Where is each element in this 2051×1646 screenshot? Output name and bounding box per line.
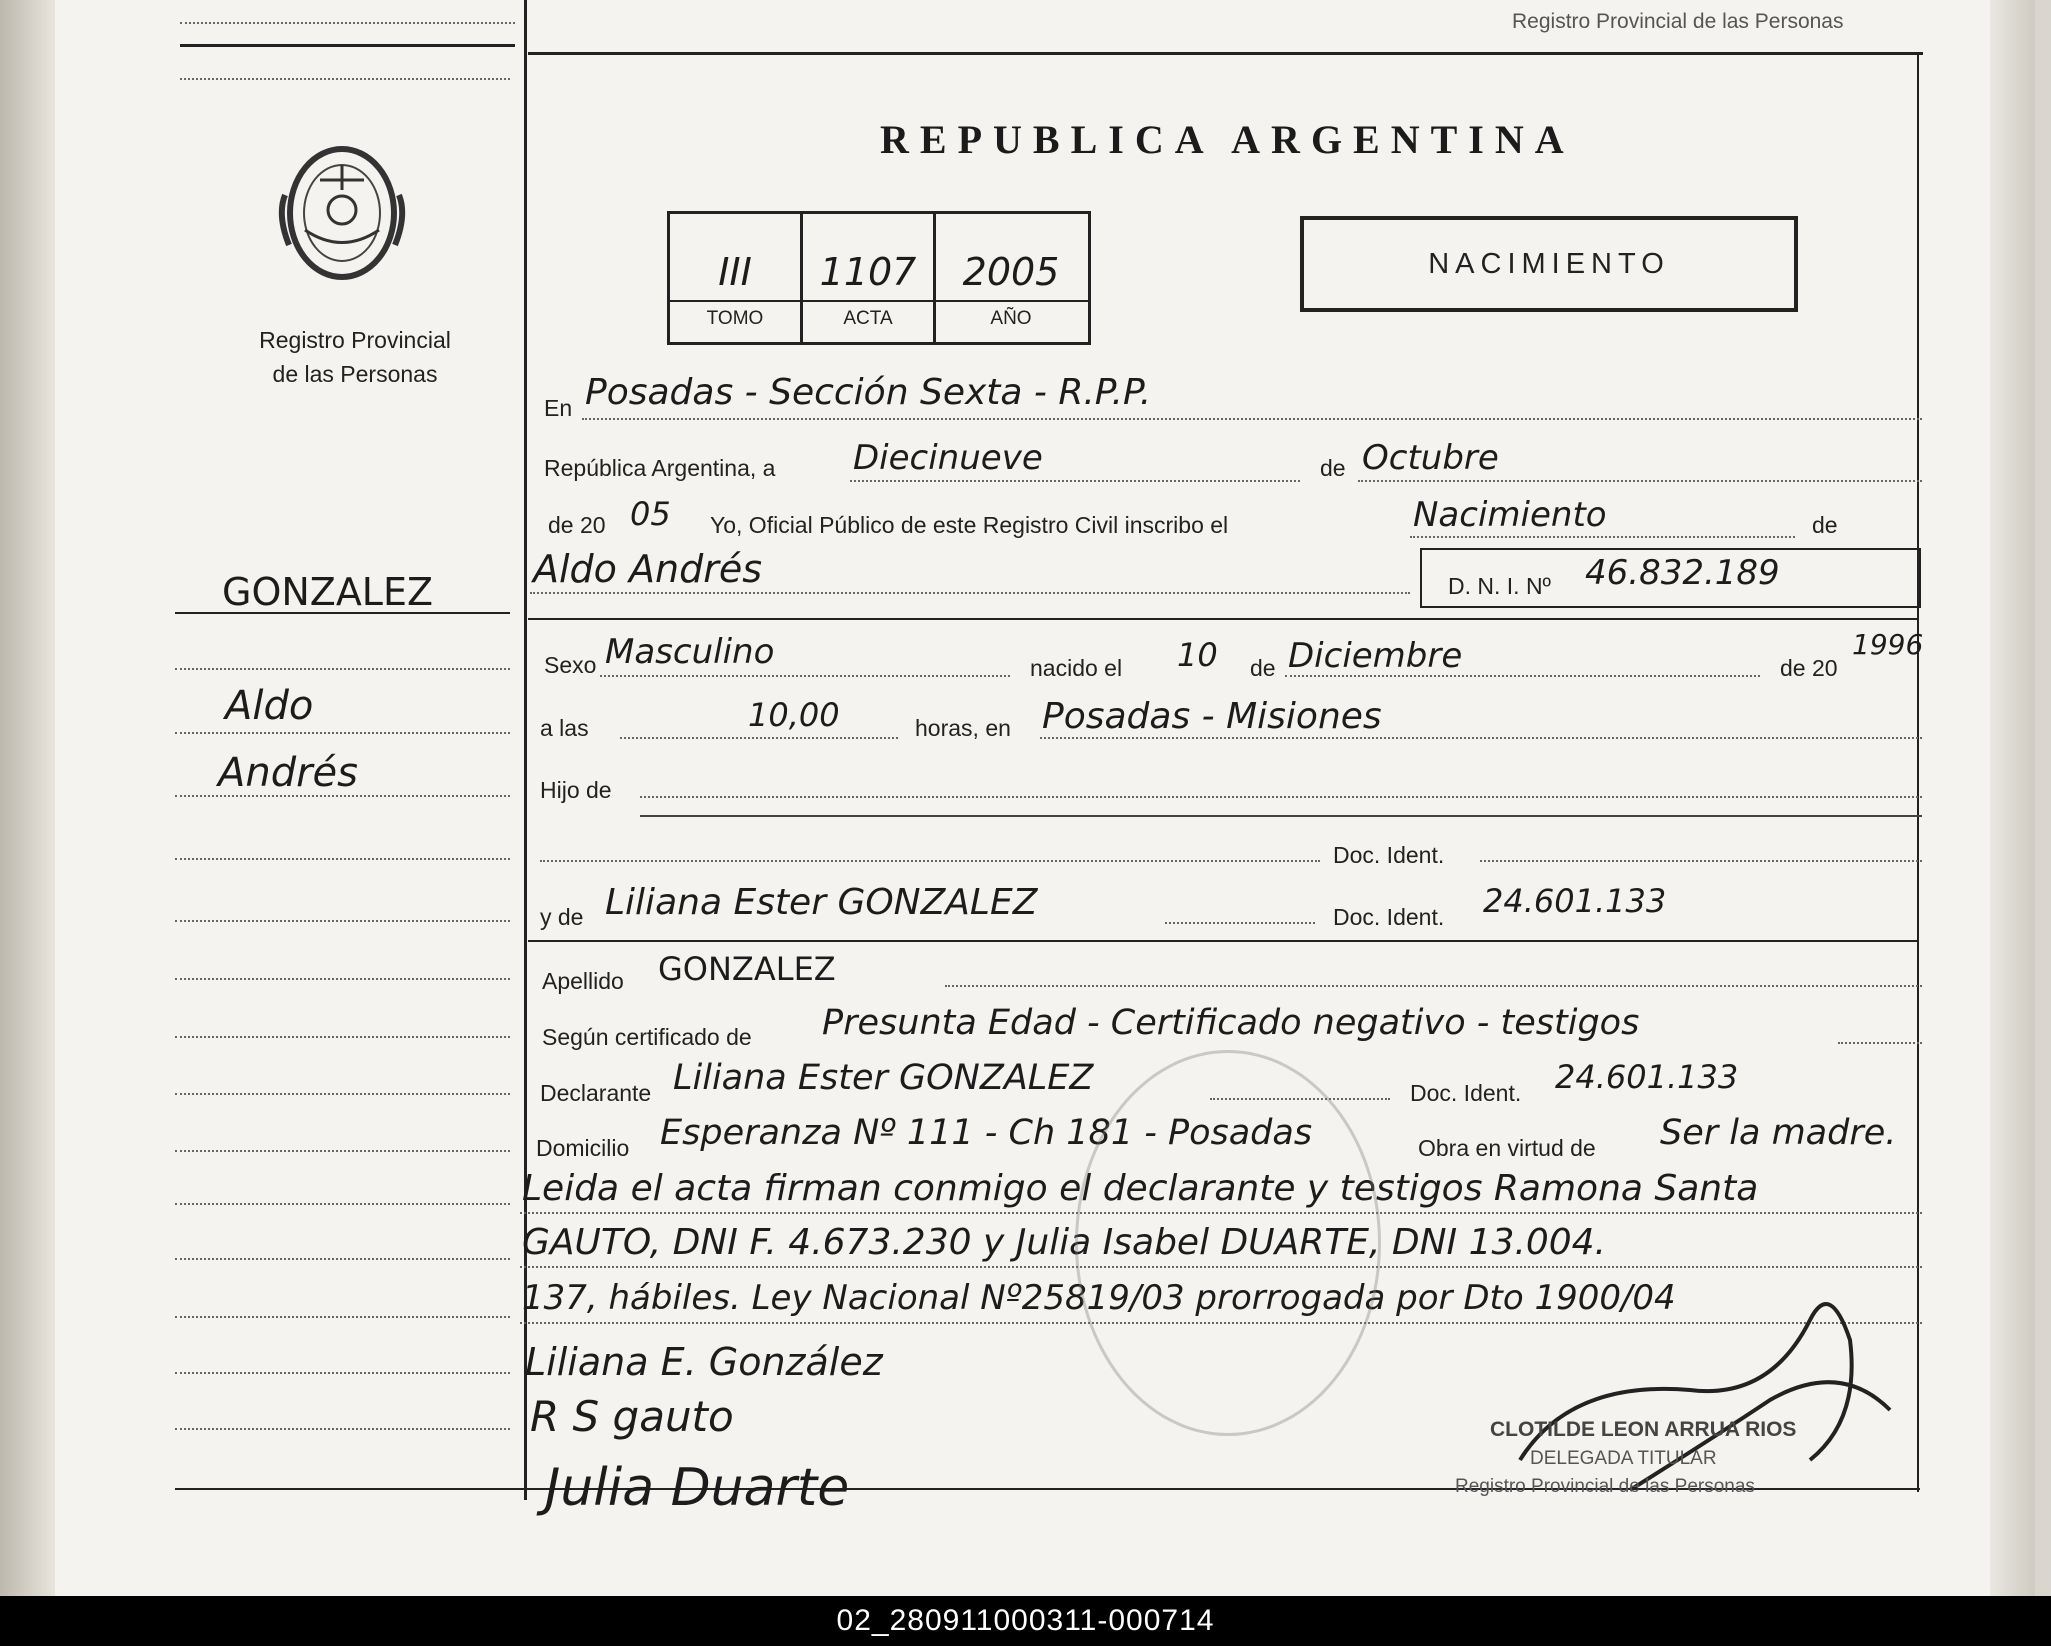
- nacido-mes-line: [1285, 675, 1760, 677]
- inscribo-line: [1410, 536, 1795, 538]
- obra-label: Obra en virtud de: [1418, 1135, 1596, 1161]
- margin-name-1: Aldo: [225, 683, 314, 729]
- segun-label: Según certificado de: [542, 1024, 752, 1050]
- mes-line: [1358, 480, 1922, 482]
- alas-label: a las: [540, 715, 589, 741]
- tomo-label: TOMO: [706, 308, 764, 329]
- nacido-mes: Diciembre: [1288, 636, 1463, 676]
- dni-value: 46.832.189: [1585, 553, 1780, 593]
- hijo-rule: [640, 815, 1922, 817]
- form-right-border: [1917, 52, 1919, 1492]
- margin-line: [175, 858, 510, 860]
- docident-label-2: Doc. Ident.: [1333, 904, 1445, 930]
- nacido-label: nacido el: [1030, 655, 1123, 681]
- official-name: CLOTILDE LEON ARRUA RIOS: [1490, 1418, 1797, 1441]
- margin-line: [175, 668, 510, 670]
- record-box-label-rule: [667, 300, 1088, 302]
- yo-text: Yo, Oficial Público de este Registro Civil inscribo el: [710, 512, 1229, 538]
- official-signature-icon: [1510, 1260, 1910, 1510]
- apellido-line: [945, 985, 1922, 987]
- margin-line: [175, 1372, 510, 1374]
- official-org: Registro Provincial de las Personas: [1455, 1476, 1755, 1497]
- book-spine: [0, 0, 60, 1596]
- apellido-value: GONZALEZ: [658, 950, 836, 988]
- margin-line: [175, 1150, 510, 1152]
- margin-line: [175, 1258, 510, 1260]
- de-label-3: de: [1250, 655, 1276, 681]
- segun-line: [1838, 1042, 1922, 1044]
- margin-line: [175, 1203, 510, 1205]
- madre-value: Liliana Ester GONZALEZ: [605, 882, 1038, 923]
- signature-2: R S gauto: [530, 1392, 734, 1441]
- margin-surname: GONZALEZ: [222, 570, 434, 614]
- lugar-value: Posadas - Misiones: [1042, 696, 1382, 737]
- anio-value-text: 05: [630, 495, 671, 533]
- de-label-2: de: [1812, 512, 1838, 538]
- image-caption: 02_280911000311-000714: [0, 1596, 2051, 1646]
- margin-name-2: Andrés: [218, 750, 358, 796]
- anio-value: 2005: [962, 250, 1060, 294]
- obra-value: Ser la madre.: [1660, 1113, 1897, 1153]
- margin-line: [175, 732, 510, 734]
- acta-label: ACTA: [843, 308, 893, 329]
- section-rule-2: [528, 940, 1918, 942]
- horas-label: horas, en: [915, 715, 1011, 741]
- docident-label-3: Doc. Ident.: [1410, 1080, 1522, 1106]
- page-edge: [1990, 0, 2035, 1596]
- margin-line: [175, 920, 510, 922]
- declarante-value: Liliana Ester GONZALEZ: [673, 1058, 1094, 1098]
- anio-label: AÑO: [990, 308, 1032, 329]
- registry-line-1: Registro Provincial: [259, 327, 451, 353]
- sexo-label: Sexo: [544, 652, 597, 678]
- nombre-line: [530, 592, 1410, 594]
- margin-line: [175, 1316, 510, 1318]
- lugar-line: [1040, 737, 1922, 739]
- docident-label: Doc. Ident.: [1333, 842, 1445, 868]
- mes-value: Octubre: [1362, 438, 1499, 478]
- de20-label: de 20: [548, 512, 606, 538]
- en-value: Posadas - Sección Sexta - R.P.P.: [585, 372, 1152, 413]
- yde-label: y de: [540, 904, 584, 930]
- form-left-border: [524, 0, 527, 1500]
- padre-doc-line: [540, 860, 1320, 862]
- margin-line: [175, 978, 510, 980]
- official-seal: [1075, 1050, 1381, 1436]
- segun-value: Presunta Edad - Certificado negativo - testigos: [822, 1003, 1640, 1043]
- dia-line: [850, 480, 1300, 482]
- apellido-label: Apellido: [542, 968, 624, 994]
- acta-texto-2: GAUTO, DNI F. 4.673.230 y Julia Isabel DUARTE, DNI 13.004.: [522, 1222, 1606, 1263]
- registry-line-2: de las Personas: [272, 361, 438, 387]
- dni-label: D. N. I. Nº: [1448, 573, 1551, 599]
- hora-line: [620, 737, 898, 739]
- margin-line: [175, 1428, 510, 1430]
- domicilio-value: Esperanza Nº 111 - Ch 181 - Posadas: [660, 1113, 1313, 1153]
- declarante-doc: 24.601.133: [1555, 1058, 1739, 1096]
- margin-line: [180, 78, 510, 80]
- acta-texto-1: Leida el acta firman conmigo el declarante y testigos Ramona Santa: [522, 1168, 1759, 1209]
- nacido-anio: 1996: [1852, 628, 1924, 661]
- madre-line: [1165, 922, 1315, 924]
- padre-doc-value-line: [1480, 860, 1922, 862]
- top-dotted-line: [180, 22, 515, 24]
- hijo-line: [640, 796, 1922, 798]
- hora-value: 10,00: [748, 696, 840, 734]
- nacido-dia: 10: [1177, 636, 1218, 674]
- hijo-label: Hijo de: [540, 777, 612, 803]
- official-role: DELEGADA TITULAR: [1530, 1448, 1717, 1469]
- republica-label: República Argentina, a: [544, 455, 776, 481]
- tomo-value: III: [718, 250, 752, 294]
- signature-1: Liliana E. González: [525, 1340, 883, 1384]
- form-top-rule: [528, 52, 1923, 55]
- en-label: En: [544, 395, 573, 421]
- section-rule: [528, 618, 1918, 620]
- declarante-label: Declarante: [540, 1080, 652, 1106]
- signature-3: Julia Duarte: [545, 1458, 850, 1518]
- dia-value: Diecinueve: [853, 438, 1043, 478]
- sexo-value: Masculino: [605, 632, 775, 672]
- de-label: de: [1320, 455, 1346, 481]
- acta-texto-3: 137, hábiles. Ley Nacional Nº25819/03 prorrogada por Dto 1900/04: [522, 1278, 1676, 1318]
- domicilio-label: Domicilio: [536, 1135, 630, 1161]
- top-registry-stamp: Registro Provincial de las Personas: [1512, 10, 1844, 33]
- margin-line: [175, 795, 510, 797]
- inscribo-value: Nacimiento: [1413, 495, 1607, 535]
- de20-label-2: de 20: [1780, 655, 1838, 681]
- en-line: [582, 418, 1922, 420]
- provincial-emblem-icon: [275, 135, 410, 295]
- acta-value: 1107: [819, 250, 917, 294]
- registry-name: [230, 323, 480, 391]
- margin-top-rule: [180, 44, 515, 47]
- document-title: REPUBLICA ARGENTINA: [880, 117, 1575, 162]
- madre-doc: 24.601.133: [1483, 882, 1667, 920]
- margin-line: [175, 1036, 510, 1038]
- sexo-line: [600, 675, 1010, 677]
- document-type-box: NACIMIENTO: [1300, 216, 1798, 312]
- nombre-value: Aldo Andrés: [533, 547, 763, 591]
- margin-line: [175, 1093, 510, 1095]
